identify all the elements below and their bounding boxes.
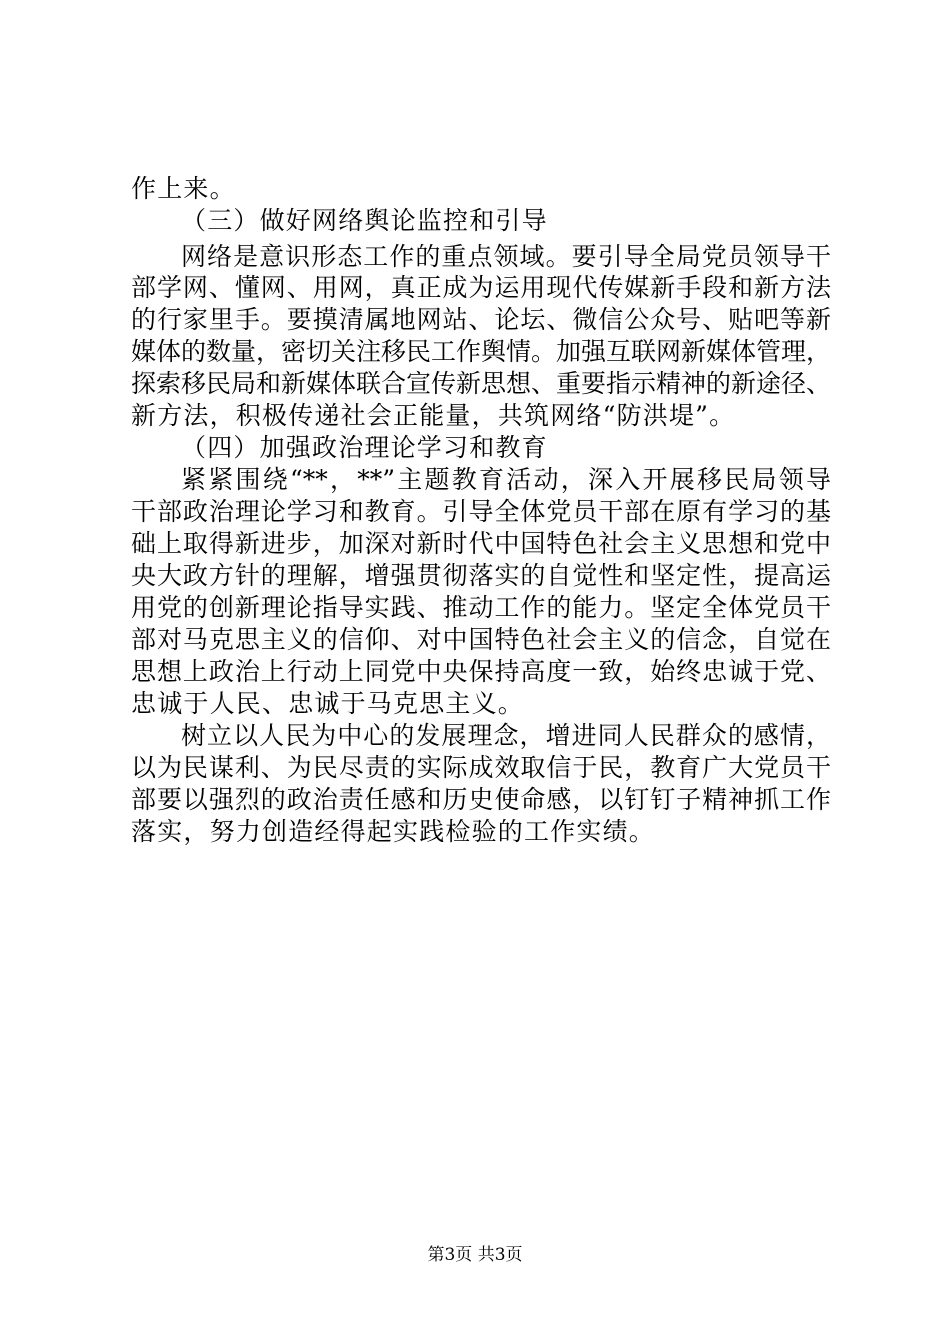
text-line: 的行家里手。要摸清属地网站、论坛、微信公众号、贴吧等新 bbox=[131, 305, 831, 334]
text-line: 部要以强烈的政治责任感和历史使命感，以钉钉子精神抓工作 bbox=[131, 785, 831, 814]
text-line: 忠诚于人民、忠诚于马克思主义。 bbox=[131, 689, 525, 718]
text-line: 用党的创新理论指导实践、推动工作的能力。坚定全体党员干 bbox=[131, 593, 831, 622]
section-heading: （四）加强政治理论学习和教育 bbox=[181, 433, 548, 462]
text-line: 媒体的数量，密切关注移民工作舆情。加强互联网新媒体管理， bbox=[131, 337, 832, 366]
text-line: 干部政治理论学习和教育。引导全体党员干部在原有学习的基 bbox=[131, 497, 831, 526]
text-line: 树立以人民为中心的发展理念，增进同人民群众的感情， bbox=[181, 721, 831, 750]
text-line: 落实，努力创造经得起实践检验的工作实绩。 bbox=[131, 817, 656, 846]
text-line: 央大政方针的理解，增强贯彻落实的自觉性和坚定性，提高运 bbox=[131, 561, 831, 590]
text-line: 新方法，积极传递社会正能量，共筑网络“防洪堤”。 bbox=[131, 401, 736, 430]
text-line: 以为民谋利、为民尽责的实际成效取信于民，教育广大党员干 bbox=[131, 753, 831, 782]
text-line: 部对马克思主义的信仰、对中国特色社会主义的信念，自觉在 bbox=[131, 625, 831, 654]
text-line: 紧紧围绕“**，**”主题教育活动，深入开展移民局领导 bbox=[181, 465, 831, 494]
text-line: 网络是意识形态工作的重点领域。要引导全局党员领导干 bbox=[181, 242, 831, 271]
section-heading: （三）做好网络舆论监控和引导 bbox=[181, 206, 548, 235]
text-line: 探索移民局和新媒体联合宣传新思想、重要指示精神的新途径、 bbox=[131, 369, 832, 398]
text-line: 思想上政治上行动上同党中央保持高度一致，始终忠诚于党、 bbox=[131, 657, 831, 686]
page-number-footer: 第3页 共3页 bbox=[427, 1245, 523, 1265]
text-line: 部学网、懂网、用网，真正成为运用现代传媒新手段和新方法 bbox=[131, 273, 831, 302]
text-line: 作上来。 bbox=[131, 174, 236, 203]
text-line: 础上取得新进步，加深对新时代中国特色社会主义思想和党中 bbox=[131, 529, 831, 558]
